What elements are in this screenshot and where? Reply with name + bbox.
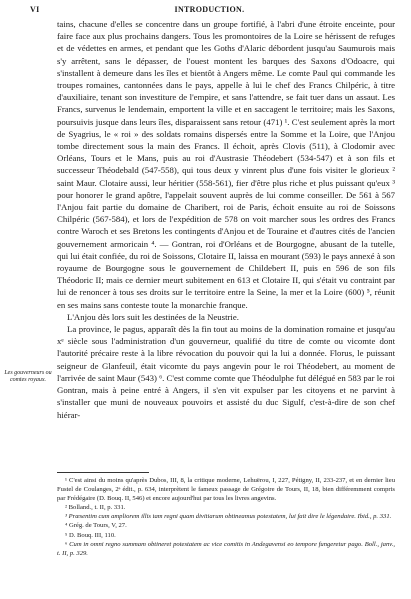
margin-note: Les gouverneurs ou comtes royaux. [4, 370, 52, 383]
main-text [57, 18, 395, 421]
running-title: INTRODUCTION. [174, 5, 245, 14]
footnote: ² Bolland., t. II, p. 331. [65, 504, 126, 512]
footnote: ⁶ Cum in omni regno summam obtineret potestatem ac vice comitis in Andegavensi eo tempore fungeretur pago. Boll., janv., t. II, p. 329. [57, 540, 395, 557]
footnote: ¹ C'est ainsi du moins qu'après Dubos, III, 8, la critique moderne, Lehuërou, I, 227, Pétigny, II, 233-237, et en dernier lieu Fustel de Coulanges, 2ᵉ édit., p. 634, interprètent le fameux passage de Grégoire de Tours, II, 18, bien différemment compris par Frédégaire (D. Bouq. II, 546) et encore aujourd'hui par tous les livres angevins. [57, 477, 395, 503]
footnote: ⁵ D. Bouq. III, 110. [65, 531, 116, 539]
paragraph: La province, le pagus, apparaît dès la fin tout au moins de la domination romaine et jusqu'au xᵉ siècle sous l'administration d'un gouverneur, qualifié du titre de comte ou vicomte dont l'autorité précaire reste à la libre révocation du pouvoir qui la lui a donnée. Florus, le puissant seigneur de Glanfeuil, était vicomte du pays angevin pour le roi Théodebert, au moment de l'arrivée de saint Maur (543) ⁶. C'est comme comte que Théodulphe fut délégué en 583 par le roi Gontran, mais à peine entré à Angers, il s'en vit expulser par les citoyens et ne parvint à s'installer que muni de nouveaux pouvoirs et assisté du duc Sigulf, c'est-à-dire de son chef hiérar- [57, 324, 395, 420]
footnote: ⁴ Grég. de Tours, V, 27. [65, 522, 127, 530]
footnote-divider [57, 472, 149, 473]
page-header [30, 5, 389, 17]
page-number: VI [30, 5, 40, 14]
footnote: ³ Præsentim cum ampliorem illis tam regni quam divitiarum obtineamus potestatem, lui fait dire le légendaire. Ibid., p. 331. [65, 513, 392, 521]
paragraph: L'Anjou dès lors suit les destinées de la Neustrie. [67, 311, 239, 322]
footnotes [57, 476, 395, 558]
paragraph: tains, chacune d'elles se concentre dans un groupe fortifié, à l'abri d'une étroite enceinte, pour faire face aux plus prochains dangers. Tous les promontoires de la Loire se hérissent de refuges et de védettes en armes, et pendant que les Goths d'Alaric débordent jusqu'au Saumurois mais s'y arrêtent, sans le dépasser, de l'ouest montent les barques des Saxons d'Odoacre, qui s'installent à demeure dans les îles et bientôt à Angers même. Le comte Paul qui commande les troupes romaines, cantonnées dans le pays, appelle à lui le chef des Francs Chilpéric, à titre d'auxiliaire, tenant son investiture de l'empire, et sans l'attendre, se fait tuer dans un assaut. Les Francs, survenus le lendemain, emportent la ville et en saccagent le territoire; mais les Saxons, poursuivis jusque dans leurs îles, disparaissent sans retour (471) ¹. C'est seulement après la mort de Syagrius, le « roi » des soldats romains dispersés entre la Somme et la Loire, que l'Anjou tombe directement sous la main des Francs. Il échoit, après Clovis (511), à Clodomir avec Orléans, Tours et le Mans, puis au roi d'Austrasie Théodebert (534-547) et à son fils et successeur Théodebald (547-558), qui tous deux y vinrent plus d'une fois visiter le glorieux ² saint Maur. Clotaire aussi, leur héritier (558-561), fier d'être plus riche et plus puissant qu'eux ³ pour honorer le grand apôtre, l'appelait souvent auprès de lui comme conseiller. De 561 à 567 l'Anjou fait partie du domaine de Charibert, roi de Paris, échoit ensuite au roi de Soissons Chilpéric (567-584), et lors de l'expédition de 578 on voit marcher sous les ordres des Francs contre Waroch et ses Bretons les contingents d'Anjou et de Touraine et d'autres cités de l'ancien gouvernement armoricain ⁴. — Gontran, roi d'Orléans et de Bourgogne, abusant de la tutelle, qui lui était confiée, du roi de Soissons, Clotaire II, laissa en mourant (593) le pays annexé à son royaume de Bourgogne sous le gouvernement de Childebert II, puis en 596 de son fils Théodoric II; mais ce dernier meurt subitement en 613 et Clotaire II, qui s'était vu contraint par lui de renoncer à tous ses droits sur le territoire entre la Seine, la mer et la Loire (600) ⁵, réunit en ses mains sans conteste toute la monarchie franque. [57, 19, 395, 310]
